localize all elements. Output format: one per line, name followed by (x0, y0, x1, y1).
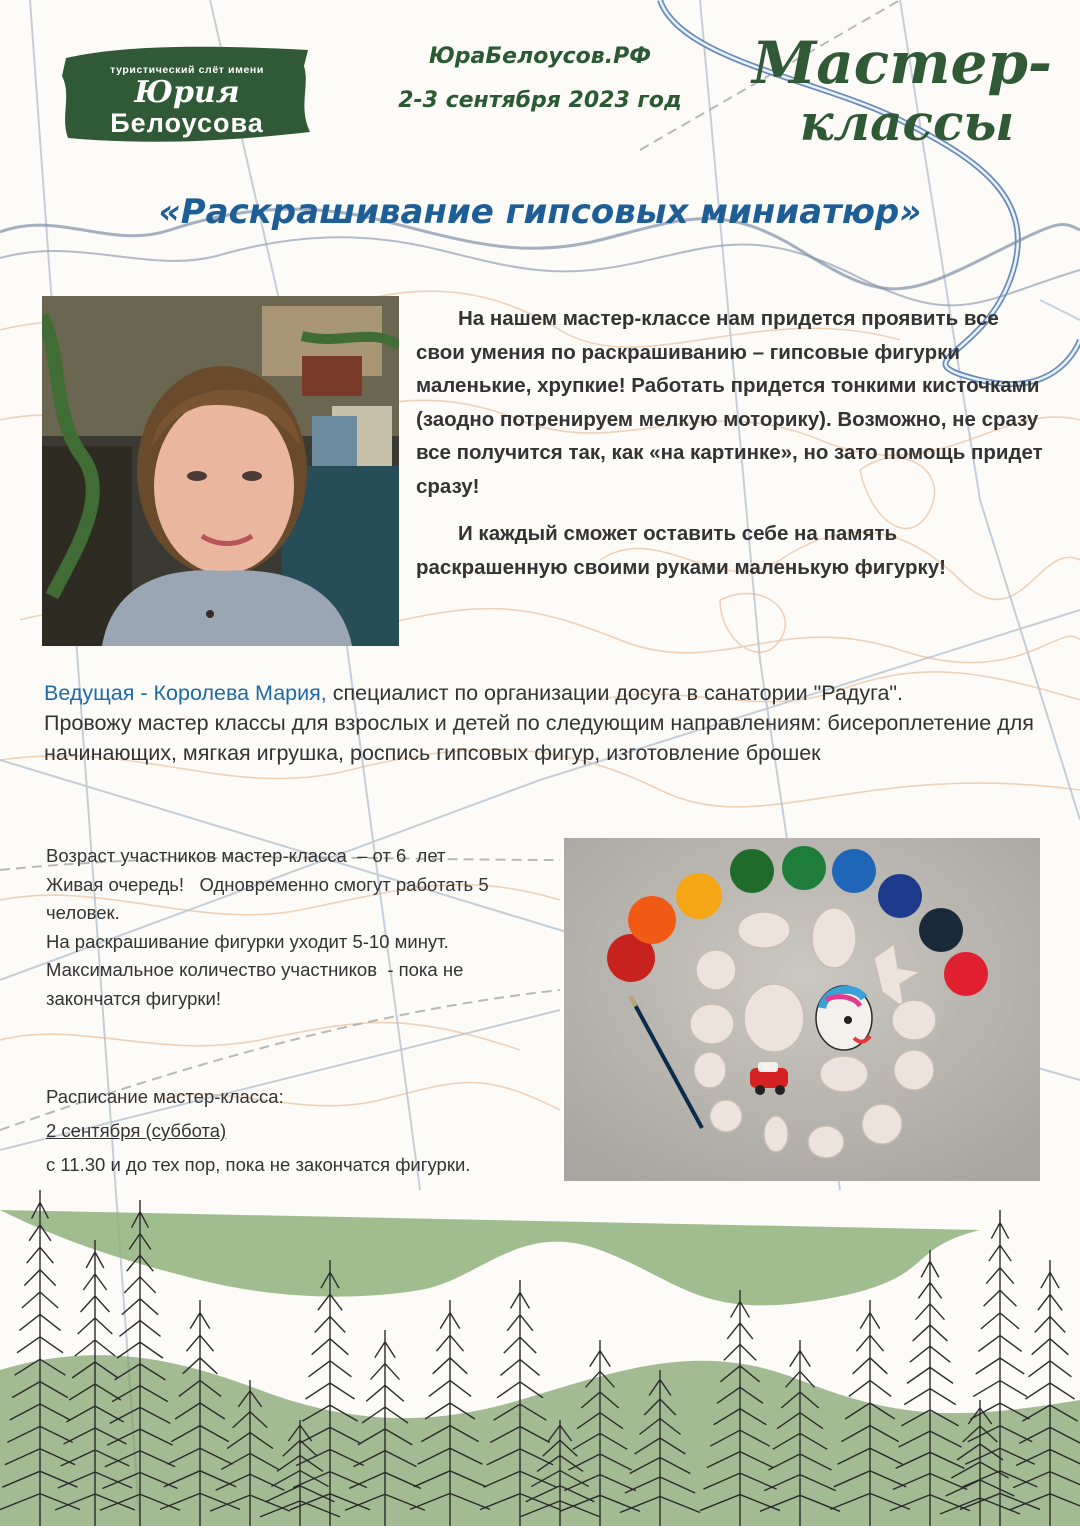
host-bio (44, 678, 1044, 768)
painted-unicorn (816, 986, 872, 1050)
info-line: закончатся фигурки! (46, 987, 221, 1009)
info-line: человек. (46, 902, 120, 923)
schedule-day: 2 сентября (суббота) (46, 1120, 227, 1141)
site-name: ЮраБелоусов.РФ (428, 44, 652, 69)
info-line: Живая очередь! Одновременно смогут работать 5 (46, 873, 489, 895)
intro-text (416, 302, 1046, 584)
host-photo (42, 296, 399, 646)
intro-paragraph-2: И каждый сможет оставить себе на память раскрашенную своими руками маленькую фигурку! (416, 522, 946, 579)
logo-right-line1: Мастер- (752, 29, 1052, 97)
info-line: Возраст участников мастер-класса – от 6 лет (46, 845, 446, 866)
portrait-image (42, 296, 399, 646)
figurines-photo (564, 838, 1040, 1181)
participant-info (46, 842, 566, 1013)
figurines-image (564, 838, 1040, 1181)
schedule (46, 1080, 566, 1182)
host-description: Провожу мастер классы для взрослых и детей по следующим направлениям: бисероплетение для начинающих, мягкая игрушка, роспись гипсовых фигур, изготовление брошек (44, 711, 1034, 765)
event-dates: 2-3 сентября 2023 год (398, 88, 682, 113)
schedule-time: с 11.30 и до тех пор, пока не закончатся фигурки. (46, 1154, 471, 1175)
festival-logo (58, 36, 316, 154)
info-line: Максимальное количество участников - пока не (46, 959, 464, 980)
logo-left-line3: Белоусова (110, 108, 264, 138)
info-line: На раскрашивание фигурки уходит 5-10 минут. (46, 930, 449, 952)
host-role: специалист по организации досуга в санатории "Радуга". (326, 681, 904, 705)
logo-left-line1: туристический слёт имени (110, 64, 264, 76)
page-title: «Раскрашивание гипсовых миниатюр» (158, 192, 922, 232)
schedule-heading: Расписание мастер-класса: (46, 1086, 284, 1107)
master-classes-logo (752, 29, 1052, 170)
intro-paragraph-1: На нашем мастер-классе нам придется проявить все свои умения по раскрашиванию – гипсовые фигурки маленькие, хрупкие! Работать придется тонкими кисточками (заодно потренируем мелкую моторику). Возможно, не сразу все получится так, как «на картинке», но зато помощь придет сразу! (416, 307, 1043, 498)
logo-left-line2: Юрия (134, 75, 240, 110)
host-name: Ведущая - Королева Мария, (44, 681, 327, 705)
logo-right-line2: классы (799, 93, 1015, 152)
